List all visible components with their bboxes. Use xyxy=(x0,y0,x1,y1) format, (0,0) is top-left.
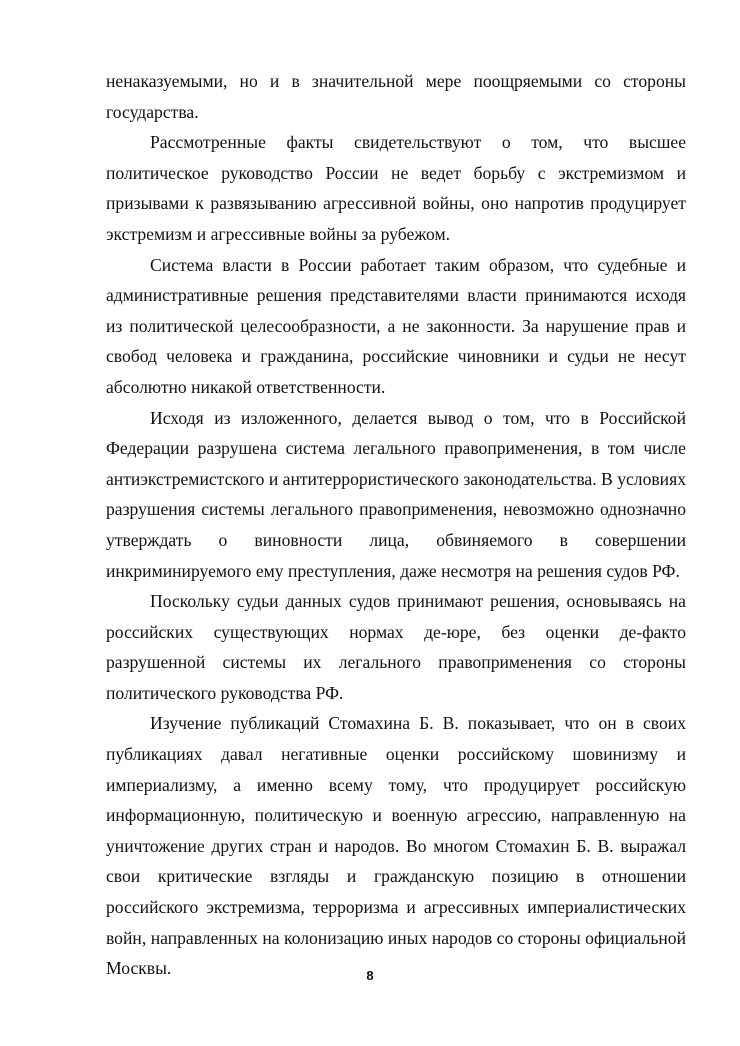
paragraph: Исходя из изложенного, делается вывод о том, что в Российской Федерации разрушена система легального правоприменения, в том числе антиэкстремистского и антитеррористического законодательства. В условиях разрушения системы легального правоприменения, невозможно однозначно утверждать о виновности лица, обвиняемого в совершении инкриминируемого ему преступления, даже несмотря на решения судов РФ. xyxy=(106,407,686,581)
paragraph: Изучение публикаций Стомахина Б. В. показывает, что он в своих публикациях давал негативные оценки российскому шовинизму и империализму, а именно всему тому, что продуцирует российскую информационную, политическую и военную агрессию, направленную на уничтожение других стран и народов. Во многом Стомахин Б. В. выражал свои критические взгляды и гражданскую позицию в отношении российского экстремизма, терроризма и агрессивных империалистических войн, направленных на колонизацию иных народов со стороны официальной Москвы. xyxy=(106,713,686,979)
paragraph: Система власти в России работает таким образом, что судебные и административные решения представителями власти принимаются исходя из политической целесообразности, а не законности. За нарушение прав и свобод человека и гражданина, российские чиновники и судьи не несут абсолютно никакой ответственности. xyxy=(106,254,686,397)
paragraph-continuation: ненаказуемыми, но и в значительной мере поощряемыми со стороны государства. xyxy=(106,71,686,122)
paragraph: Рассмотренные факты свидетельствуют о том, что высшее политическое руководство России не ведет борьбу с экстремизмом и призывами к развязыванию агрессивной войны, оно напротив продуцирует экстремизм и агрессивные войны за рубежом. xyxy=(106,132,686,244)
paragraph: Поскольку судьи данных судов принимают решения, основываясь на российских существующих нормах де-юре, без оценки де-факто разрушенной системы их легального правоприменения со стороны политического руководства РФ. xyxy=(106,591,686,703)
page-number: 8 xyxy=(366,968,374,983)
document-body xyxy=(106,66,686,984)
